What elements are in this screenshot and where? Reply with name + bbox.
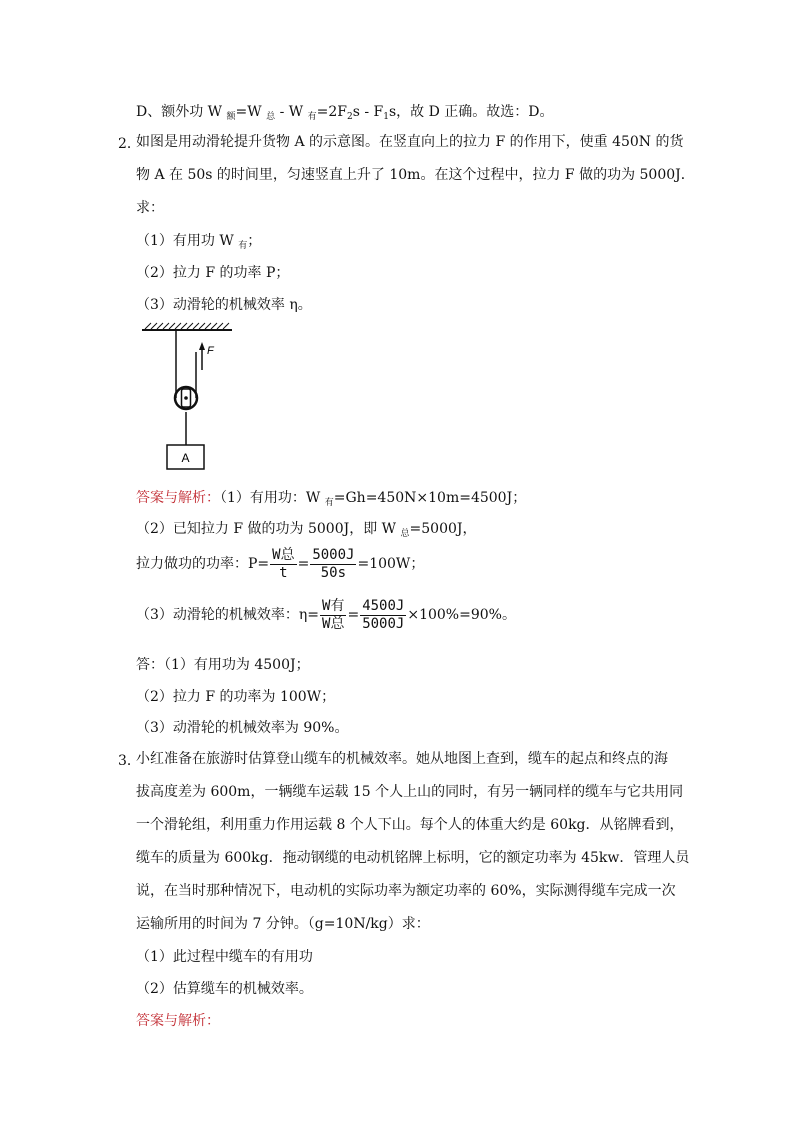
sub-question: （1）此过程中缆车的有用功 (136, 949, 313, 965)
efficiency-formula: （3）动滑轮的机械效率：η= $\frac{\text{W有}}{\text{W总}}$ = $\frac{4500J}{5000J}$ ×100%=90%。 (136, 597, 516, 632)
question-text: 一个滑轮组，利用重力作用运载 8 个人下山。每个人的体重大约是 60kg．从铭牌看到， (136, 817, 684, 833)
fraction: $\frac{\text{W有}}{\text{W总}}$ (322, 597, 345, 632)
fraction: $\frac{4500J}{5000J}$ (362, 597, 405, 632)
sub-question: （2）估算缆车的机械效率。 (136, 981, 313, 997)
power-formula: 拉力做功的功率：P= $\frac{\text{W总}}{t}$ = $\frac{5000J}{50s}$ =100W； (136, 546, 425, 581)
question-number: 2． (118, 136, 141, 152)
answer-label: 答案与解析： (136, 1013, 220, 1029)
fraction: $\frac{5000J}{50s}$ (312, 546, 355, 581)
sub-question: （2）拉力 F 的功率 P； (136, 265, 290, 281)
answer-label: 答案与解析： (136, 490, 220, 506)
fraction: $\frac{\text{W总}}{t}$ (272, 546, 295, 581)
question-text: 运输所用的时间为 7 分钟。（g=10N/kg）求： (136, 916, 430, 932)
question-text: 物 A 在 50s 的时间里，匀速竖直上升了 10m。在这个过程中，拉力 F 做的功为 5000J． (136, 167, 695, 183)
question-text: 小红准备在旅游时估算登山缆车的机械效率。她从地图上查到，缆车的起点和终点的海 (136, 751, 668, 767)
sub-question: （1）有用功 W $_有$； (136, 233, 262, 251)
option-d-line: D、额外功 W $_额$=W $_总$ - W $_有=2F_2s - F_1s$，故 D 正确。故选：D。 (136, 104, 554, 122)
pulley-wheel-icon (175, 387, 197, 409)
sub-question: （3）动滑轮的机械效率 η。 (136, 297, 312, 313)
answer-line: 答案与解析：（1）有用功：W $_有$=Gh=450N×10m=4500J； (136, 490, 527, 508)
final-answer: 答：（1）有用功为 4500J； (136, 657, 310, 673)
question-text: 求： (136, 200, 164, 216)
pulley-diagram (140, 320, 240, 475)
question-text: 拔高度差为 600m，一辆缆车运载 15 个人上山的同时，有另一辆同样的缆车与它共用同 (136, 784, 684, 800)
question-text: 如图是用动滑轮提升货物 A 的示意图。在竖直向上的拉力 F 的作用下，使重 450N 的货 (136, 134, 684, 150)
force-arrow-icon (199, 342, 205, 370)
final-answer: （3）动滑轮的机械效率为 90%。 (136, 720, 349, 736)
question-number: 3． (118, 753, 141, 769)
final-answer: （2）拉力 F 的功率为 100W； (136, 689, 336, 705)
question-text: 缆车的质量为 600kg．拖动钢缆的电动机铭牌上标明，它的额定功率为 45kw．管理人员 (136, 850, 690, 866)
force-label: F (207, 345, 214, 357)
question-text: 说，在当时那种情况下，电动机的实际功率为额定功率的 60%，实际测得缆车完成一次 (136, 883, 676, 899)
answer-line: （2）已知拉力 F 做的功为 5000J，即 W $_总$=5000J， (136, 521, 477, 539)
cargo-label: A (181, 451, 190, 465)
ceiling-icon (142, 323, 232, 330)
